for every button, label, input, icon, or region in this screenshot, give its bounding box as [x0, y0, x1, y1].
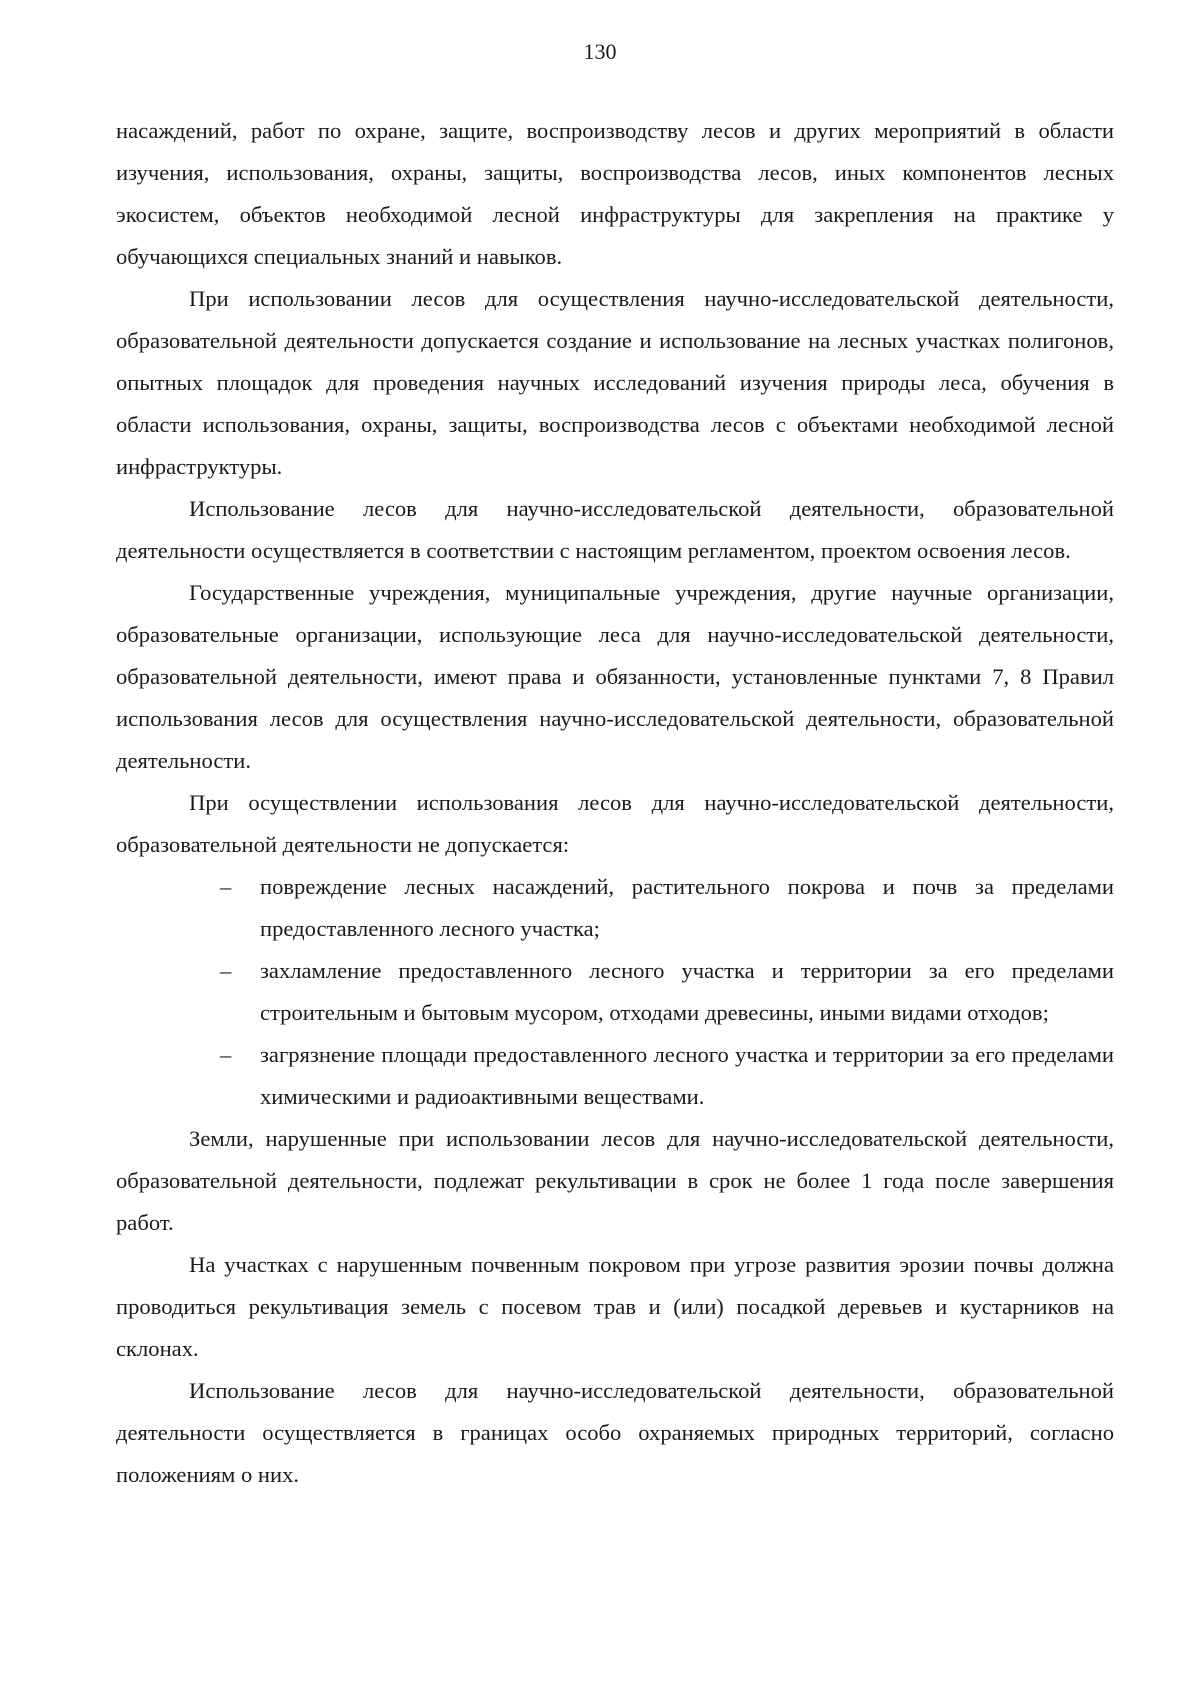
paragraph-continuation: насаждений, работ по охране, защите, воспроизводству лесов и других мероприятий в области изучения, использования, охраны, защиты, воспроизводства лесов, иных компонентов лесных экосистем, объектов необходимой лесной инфраструктуры для закрепления на практике у обучающихся специальных знаний и навыков.	[116, 118, 1114, 269]
list-item-text: загрязнение площади предоставленного лесного участка и территории за его пределами химическими и радиоактивными веществами.	[260, 1042, 1114, 1109]
list-item	[116, 950, 1114, 1034]
document-body	[116, 110, 1114, 1496]
list-item-text: повреждение лесных насаждений, растительного покрова и почв за пределами предоставленного лесного участка;	[260, 874, 1114, 941]
page-number: 130	[583, 39, 617, 64]
list-item	[116, 866, 1114, 950]
list-item-text: захламление предоставленного лесного участка и территории за его пределами строительным и бытовым мусором, отходами древесины, иными видами отходов;	[260, 958, 1114, 1025]
paragraph-list-intro: При осуществлении использования лесов для научно-исследовательской деятельности, образовательной деятельности не допускается:	[116, 790, 1114, 857]
paragraph: Использование лесов для научно-исследовательской деятельности, образовательной деятельности осуществляется в границах особо охраняемых природных территорий, согласно положениям о них.	[116, 1378, 1114, 1487]
paragraph: На участках с нарушенным почвенным покровом при угрозе развития эрозии почвы должна проводиться рекультивация земель с посевом трав и (или) посадкой деревьев и кустарников на склонах.	[116, 1252, 1114, 1361]
dash-marker: –	[220, 874, 232, 899]
paragraph: Земли, нарушенные при использовании лесов для научно-исследовательской деятельности, образовательной деятельности, подлежат рекультивации в срок не более 1 года после завершения работ.	[116, 1126, 1114, 1235]
prohibited-actions-list	[116, 866, 1114, 1118]
dash-marker: –	[220, 1042, 232, 1067]
paragraph: Государственные учреждения, муниципальные учреждения, другие научные организации, образовательные организации, использующие леса для научно-исследовательской деятельности, образовательной деятельности, имеют права и обязанности, установленные пунктами 7, 8 Правил использования лесов для осуществления научно-исследовательской деятельности, образовательной деятельности.	[116, 580, 1114, 773]
paragraph: Использование лесов для научно-исследовательской деятельности, образовательной деятельности осуществляется в соответствии с настоящим регламентом, проектом освоения лесов.	[116, 496, 1114, 563]
paragraph: При использовании лесов для осуществления научно-исследовательской деятельности, образовательной деятельности допускается создание и использование на лесных участках полигонов, опытных площадок для проведения научных исследований изучения природы леса, обучения в области использования, охраны, защиты, воспроизводства лесов с объектами необходимой лесной инфраструктуры.	[116, 286, 1114, 479]
list-item	[116, 1034, 1114, 1118]
dash-marker: –	[220, 958, 232, 983]
